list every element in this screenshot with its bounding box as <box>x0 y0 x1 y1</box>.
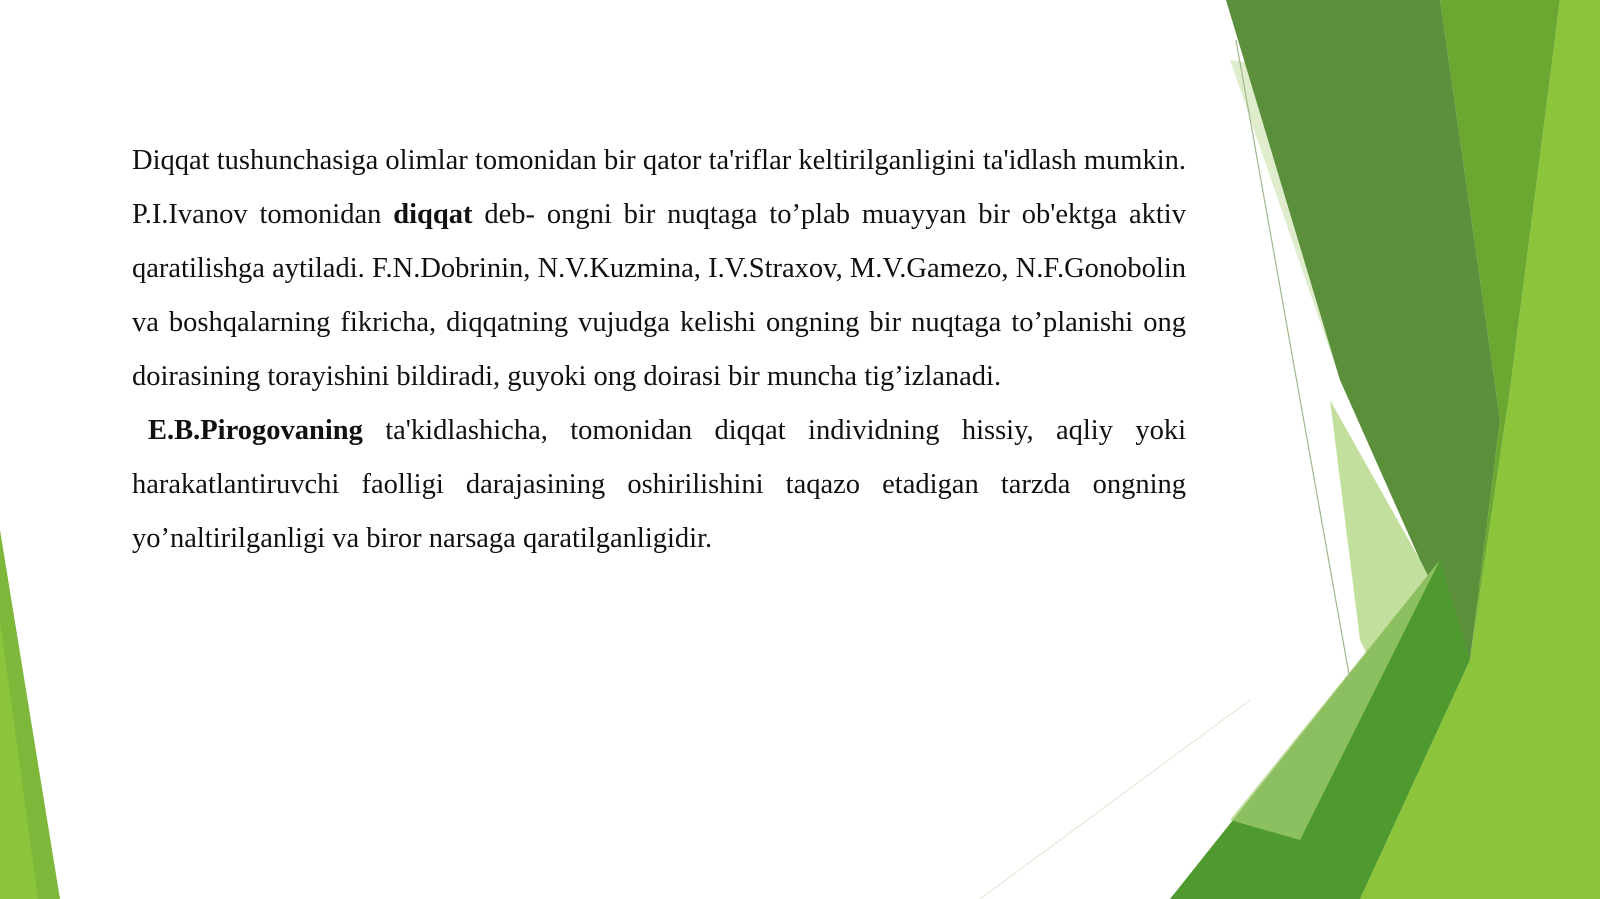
paragraph-2-body: ta'kidlashicha, tomonidan diqqat individning hissiy, aqliy yoki harakatlantiruvchi faolligi darajasining oshirilishini taqazo etadigan tarzda ongning yo’naltirilganligi va biror narsaga qaratilganligidir. <box>132 415 1186 554</box>
term-diqqat: diqqat <box>393 199 473 230</box>
paragraph-pirogova <box>132 404 1186 566</box>
name-pirogova: E.B.Pirogovaning <box>148 415 363 446</box>
paragraph-1-intro: Diqqat tushunchasiga olimlar tomonidan bir qator ta'riflar keltirilganligini ta'idlash mumkin. P.I.Ivanov tomonidan <box>132 145 1186 230</box>
paragraph-1-body: deb- ongni bir nuqtaga to’plab muayyan bir ob'ektga aktiv qaratilishga aytiladi. F.N.Dobrinin, N.V.Kuzmina, I.V.Straxov, M.V.Gamezo, N.F.Gonobolin va boshqalarning fikricha, diqqatning vujudga kelishi ongning bir nuqtaga to’planishi ong doirasining torayishini bildiradi, guyoki ong doirasi bir muncha tig’izlanadi. <box>132 199 1186 392</box>
paragraph-attention-definitions <box>132 134 1186 404</box>
slide-text-body <box>132 134 1186 566</box>
